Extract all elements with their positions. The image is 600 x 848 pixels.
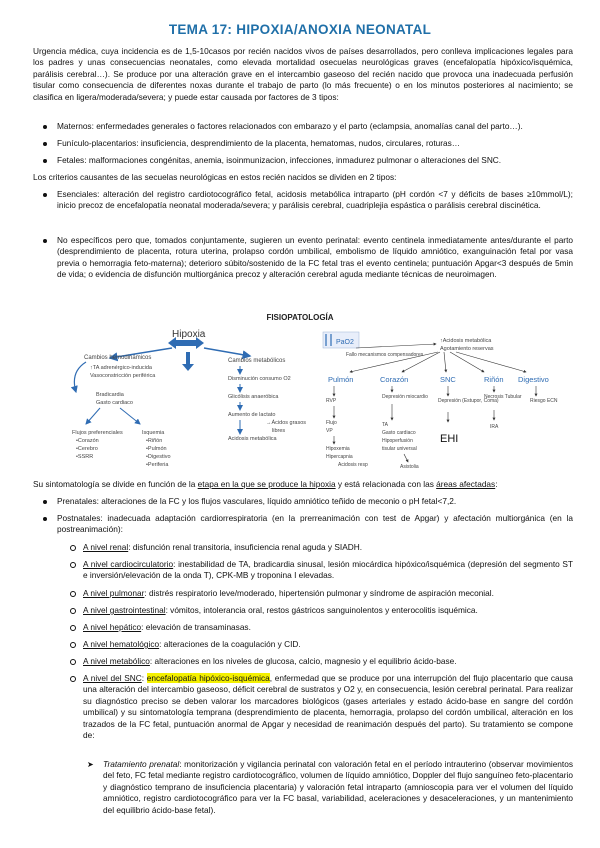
postnatal-item: Postnatales: inadecuada adaptación cardiorrespiratoria (en la prerreanimación con test de Apgar) y afectación multiorgánica (en la postreanimación): bbox=[57, 513, 573, 535]
treatment-text: : monitorización y vigilancia perinatal con valoración fetal en el período intrauterino (observar movimientos del feto, FC fetal mediante registro cardiotocográfico, volumen de líquido amniótico, Doppler del flujo sanguíneo feto-placentario y diagnóstico temprano de insuficiencia placentaria) y valoración fetal intraparto (amnioscopia para ver el volumen del líquido amniótico, registro cardiotocográfico para ver la FC basal, variabilidad, aceleraciones y desaceleraciones, y un mantenimiento del equilibrio ácido-base fetal). bbox=[103, 759, 573, 815]
organ-label: Corazón bbox=[380, 375, 409, 384]
corazon-item: Asistolia bbox=[400, 464, 419, 470]
level-item bbox=[83, 639, 573, 650]
isch-item: •Digestivo bbox=[146, 454, 171, 460]
po2-label: PaO2 bbox=[336, 339, 354, 346]
level-text: : elevación de transaminasas. bbox=[141, 622, 251, 632]
pulmon-item: RVP bbox=[326, 398, 337, 404]
brady-item: Bradicardia bbox=[96, 392, 124, 398]
comp-label: Fallo mecanismos compensadores bbox=[346, 352, 424, 358]
level-label: A nivel renal bbox=[83, 542, 129, 552]
organ-label: Digestivo bbox=[518, 375, 549, 384]
hypoxia-label: Hipoxia bbox=[172, 329, 206, 340]
cause-item: Maternos: enfermedades generales o factores relacionados con embarazo y el parto (eclampsia, anomalías canal del parto…). bbox=[57, 121, 573, 132]
flow-item: •Cerebro bbox=[76, 446, 98, 452]
metab-item: Acidosis metabólica bbox=[228, 436, 277, 442]
level-text: : alteraciones de la coagulación y CID. bbox=[159, 639, 301, 649]
down-arrow-icon bbox=[182, 352, 194, 371]
pulmon-item: Hipercapnia bbox=[326, 454, 353, 460]
acid-item: Agotamiento reservas bbox=[440, 346, 494, 352]
pulmon-item: Hipoxemia bbox=[326, 446, 350, 452]
level-label: A nivel hepático bbox=[83, 622, 142, 632]
organ-label: Pulmón bbox=[328, 375, 354, 384]
rinon-item: Necrosis Tubular bbox=[484, 394, 522, 400]
page-title: TEMA 17: HIPOXIA/ANOXIA NEONATAL bbox=[168, 22, 432, 37]
hemo-title: Cambios hemodinámicos bbox=[84, 355, 152, 361]
organ-label: Riñón bbox=[484, 375, 504, 384]
pulmon-item: Acidosis resp bbox=[338, 462, 368, 468]
level-text: : vómitos, intolerancia oral, restos gástricos sanguinolentos y enterocolitis isquémica. bbox=[165, 605, 478, 615]
level-item bbox=[83, 588, 573, 599]
ehi-label: EHI bbox=[440, 433, 459, 445]
corazon-item: Depresión miocardio bbox=[382, 394, 428, 400]
metab-title: Cambios metabólicos bbox=[228, 358, 286, 364]
level-label: A nivel hematológico bbox=[83, 639, 160, 649]
cause-item: Fetales: malformaciones congénitas, anemia, isoinmunizacion, infecciones, inmadurez pulmonar o alteraciones del SNC. bbox=[57, 155, 573, 166]
acid-item: ↑Acidosis metabólica bbox=[440, 338, 492, 344]
level-item bbox=[83, 656, 573, 667]
snc-colon: : bbox=[141, 673, 147, 683]
organ-label: SNC bbox=[440, 375, 456, 384]
corazon-item: TA bbox=[382, 422, 389, 428]
pulmon-item: Flujo bbox=[326, 420, 337, 426]
symptoms-intro-part: : bbox=[495, 479, 498, 489]
snc-item: Depresión (Estupor, Coma) bbox=[438, 398, 499, 404]
criteria-item: Esenciales: alteración del registro cardiotocográfico fetal, acidosis metabólica intraparto (pH cordón <7 y déficits de bases ≥10mmol/L); inicio precoz de encefalopatía neonatal moderada/severa; y parálisis cerebral, cuadriplejia espástica o parálisis cerebral discinética. bbox=[57, 189, 573, 211]
snc-level-item bbox=[83, 673, 573, 741]
criteria-item: No específicos pero que, tomados conjuntamente, sugieren un evento perinatal: evento centinela inmediatamente antes/durante el parto (desprendimiento de placenta, rotura uterina, prolapso cordón umbilical, embolismo de líquido amniótico, exanguinación fetal por vasa previa o hemorragia feto-materna); deterioro súbito/sostenido de la FC fetal tras el evento centinela; puntuación Apgar<3 después de 5min de vida; o evidencia de disfunción multiorgánica precoz y alteración cerebral aguda mediante técnicas de neuroimagen. bbox=[57, 235, 573, 280]
level-label: A nivel pulmonar bbox=[83, 588, 145, 598]
arrow-bullet-icon: ➤ bbox=[87, 760, 94, 769]
diagram-title: FISIOPATOLOGÍA bbox=[266, 313, 334, 322]
corazon-item: Hipoperfusión bbox=[382, 438, 413, 444]
level-text: : distrés respiratorio leve/moderado, hipertensión pulmonar y síndrome de aspiración meconial. bbox=[144, 588, 494, 598]
corazon-item: tisular universal bbox=[382, 446, 417, 452]
criteria-intro: Los criterios causantes de las secuelas neurológicas en estos recién nacidos se dividen en 2 tipos: bbox=[33, 172, 397, 182]
symptoms-intro bbox=[33, 479, 573, 490]
brady-item: Gasto cardiaco bbox=[96, 400, 133, 406]
level-label: A nivel gastrointestinal bbox=[83, 605, 166, 615]
metab-item: Glicólisis anaeróbica bbox=[228, 394, 279, 400]
symptoms-intro-stage: etapa en la que se produce la hipoxia bbox=[197, 479, 336, 489]
treatment-label: Tratamiento prenatal bbox=[103, 759, 180, 769]
symptoms-intro-areas: áreas afectadas bbox=[436, 479, 496, 489]
cause-item: Funículo-placentarios: insuficiencia, desprendimiento de la placenta, hematomas, nudos, circulares, roturas… bbox=[57, 138, 573, 149]
snc-label: A nivel del SNC bbox=[83, 673, 142, 683]
flow-item: •SSRR bbox=[76, 454, 94, 460]
snc-highlight: encefalopatía hipóxico-isquémica bbox=[146, 673, 270, 683]
metab-item: Disminución consumo O2 bbox=[228, 376, 291, 382]
symptoms-intro-part: y está relacionada con las bbox=[335, 479, 437, 489]
level-item bbox=[83, 605, 573, 616]
metab-item: →Ácidos grasos bbox=[266, 420, 307, 426]
level-item bbox=[83, 622, 573, 633]
treatment-item bbox=[87, 759, 573, 816]
digestivo-item: Riesgo ECN bbox=[530, 398, 558, 404]
rinon-item: IRA bbox=[490, 424, 499, 430]
flow-item: •Corazón bbox=[76, 438, 99, 444]
level-item bbox=[83, 542, 573, 553]
hemo-item: ↑TA adrenérgico-inducida bbox=[90, 365, 152, 371]
metab-item: Aumento de lactato bbox=[228, 412, 276, 418]
level-text: : inestabilidad de TA, bradicardia sinusal, lesión miocárdica hipóxico/isquémica (depresión del segmento ST e inversión/elevación de la onda T), CPK-MB y troponina I elevadas. bbox=[83, 559, 573, 581]
level-text: : alteraciones en los niveles de glucosa, calcio, magnesio y el equilibrio ácido-base. bbox=[149, 656, 457, 666]
level-text: : disfunción renal transitoria, insuficiencia renal aguda y SIADH. bbox=[128, 542, 363, 552]
snc-text: , enfermedad que se produce por una interrupción del flujo placentario que causa una alteración del intercambio gaseoso, déficit cerebral de sustratos y O2 y, en consecuencia, lesión cerebral perinatal. Para realizar su diagnóstico preciso se deben valorar los marcadores biológicos (gases arteriales y estado ácido-base en sangre del cordón umbilical) y su sintomatología temprana (desprendimiento de placenta, hemorragia, prolapso del cordón umbilical, alteración en los trazados de la FC fetal, puntuación anormal de Apgar y necesidad de reanimación después del parto). Su tratamiento se compone de: bbox=[83, 673, 573, 741]
flow-title: Flujos preferenciales bbox=[72, 430, 123, 436]
isch-item: •Riñón bbox=[146, 438, 163, 444]
level-label: A nivel cardiocirculatorio bbox=[83, 559, 174, 569]
corazon-item: Gasto cardiaco bbox=[382, 430, 416, 436]
intro-paragraph: Urgencia médica, cuya incidencia es de 1,5-10casos por recién nacidos vivos de países desarrollados, pero conlleva implicaciones legales para los padres y unas consecuencias neonatales, como elevada mortalidad osecuelas neurológicas graves (encefalopatía hipóxico/isquémica, parálisis cerebral…). Se produce por una alteración grave en el intercambio gaseoso del recién nacido que provoca una inadecuada perfusión tisular como consecuencia de diferentes noxas durante el trabajo de parto (lo más frecuente) o en los minutos posteriores al nacimiento; se clasifica en ligera/moderada/severa; y puede estar causada por factores de 3 tipos: bbox=[33, 46, 573, 102]
level-item bbox=[83, 559, 573, 582]
pulmon-item: VP bbox=[326, 428, 333, 434]
metab-item: libres bbox=[272, 428, 286, 434]
level-label: A nivel metabólico bbox=[83, 656, 150, 666]
hemo-item: Vasoconstricción periférica bbox=[90, 373, 156, 379]
prenatal-item: Prenatales: alteraciones de la FC y los flujos vasculares, líquido amniótico teñido de meconio o pH fetal<7,2. bbox=[57, 496, 573, 507]
isch-title: Isquemia bbox=[142, 430, 165, 436]
isch-item: •Pulmón bbox=[146, 446, 167, 452]
symptoms-intro-part: Su sintomatología se divide en función de la bbox=[33, 479, 198, 489]
isch-item: •Periferia bbox=[146, 462, 169, 468]
